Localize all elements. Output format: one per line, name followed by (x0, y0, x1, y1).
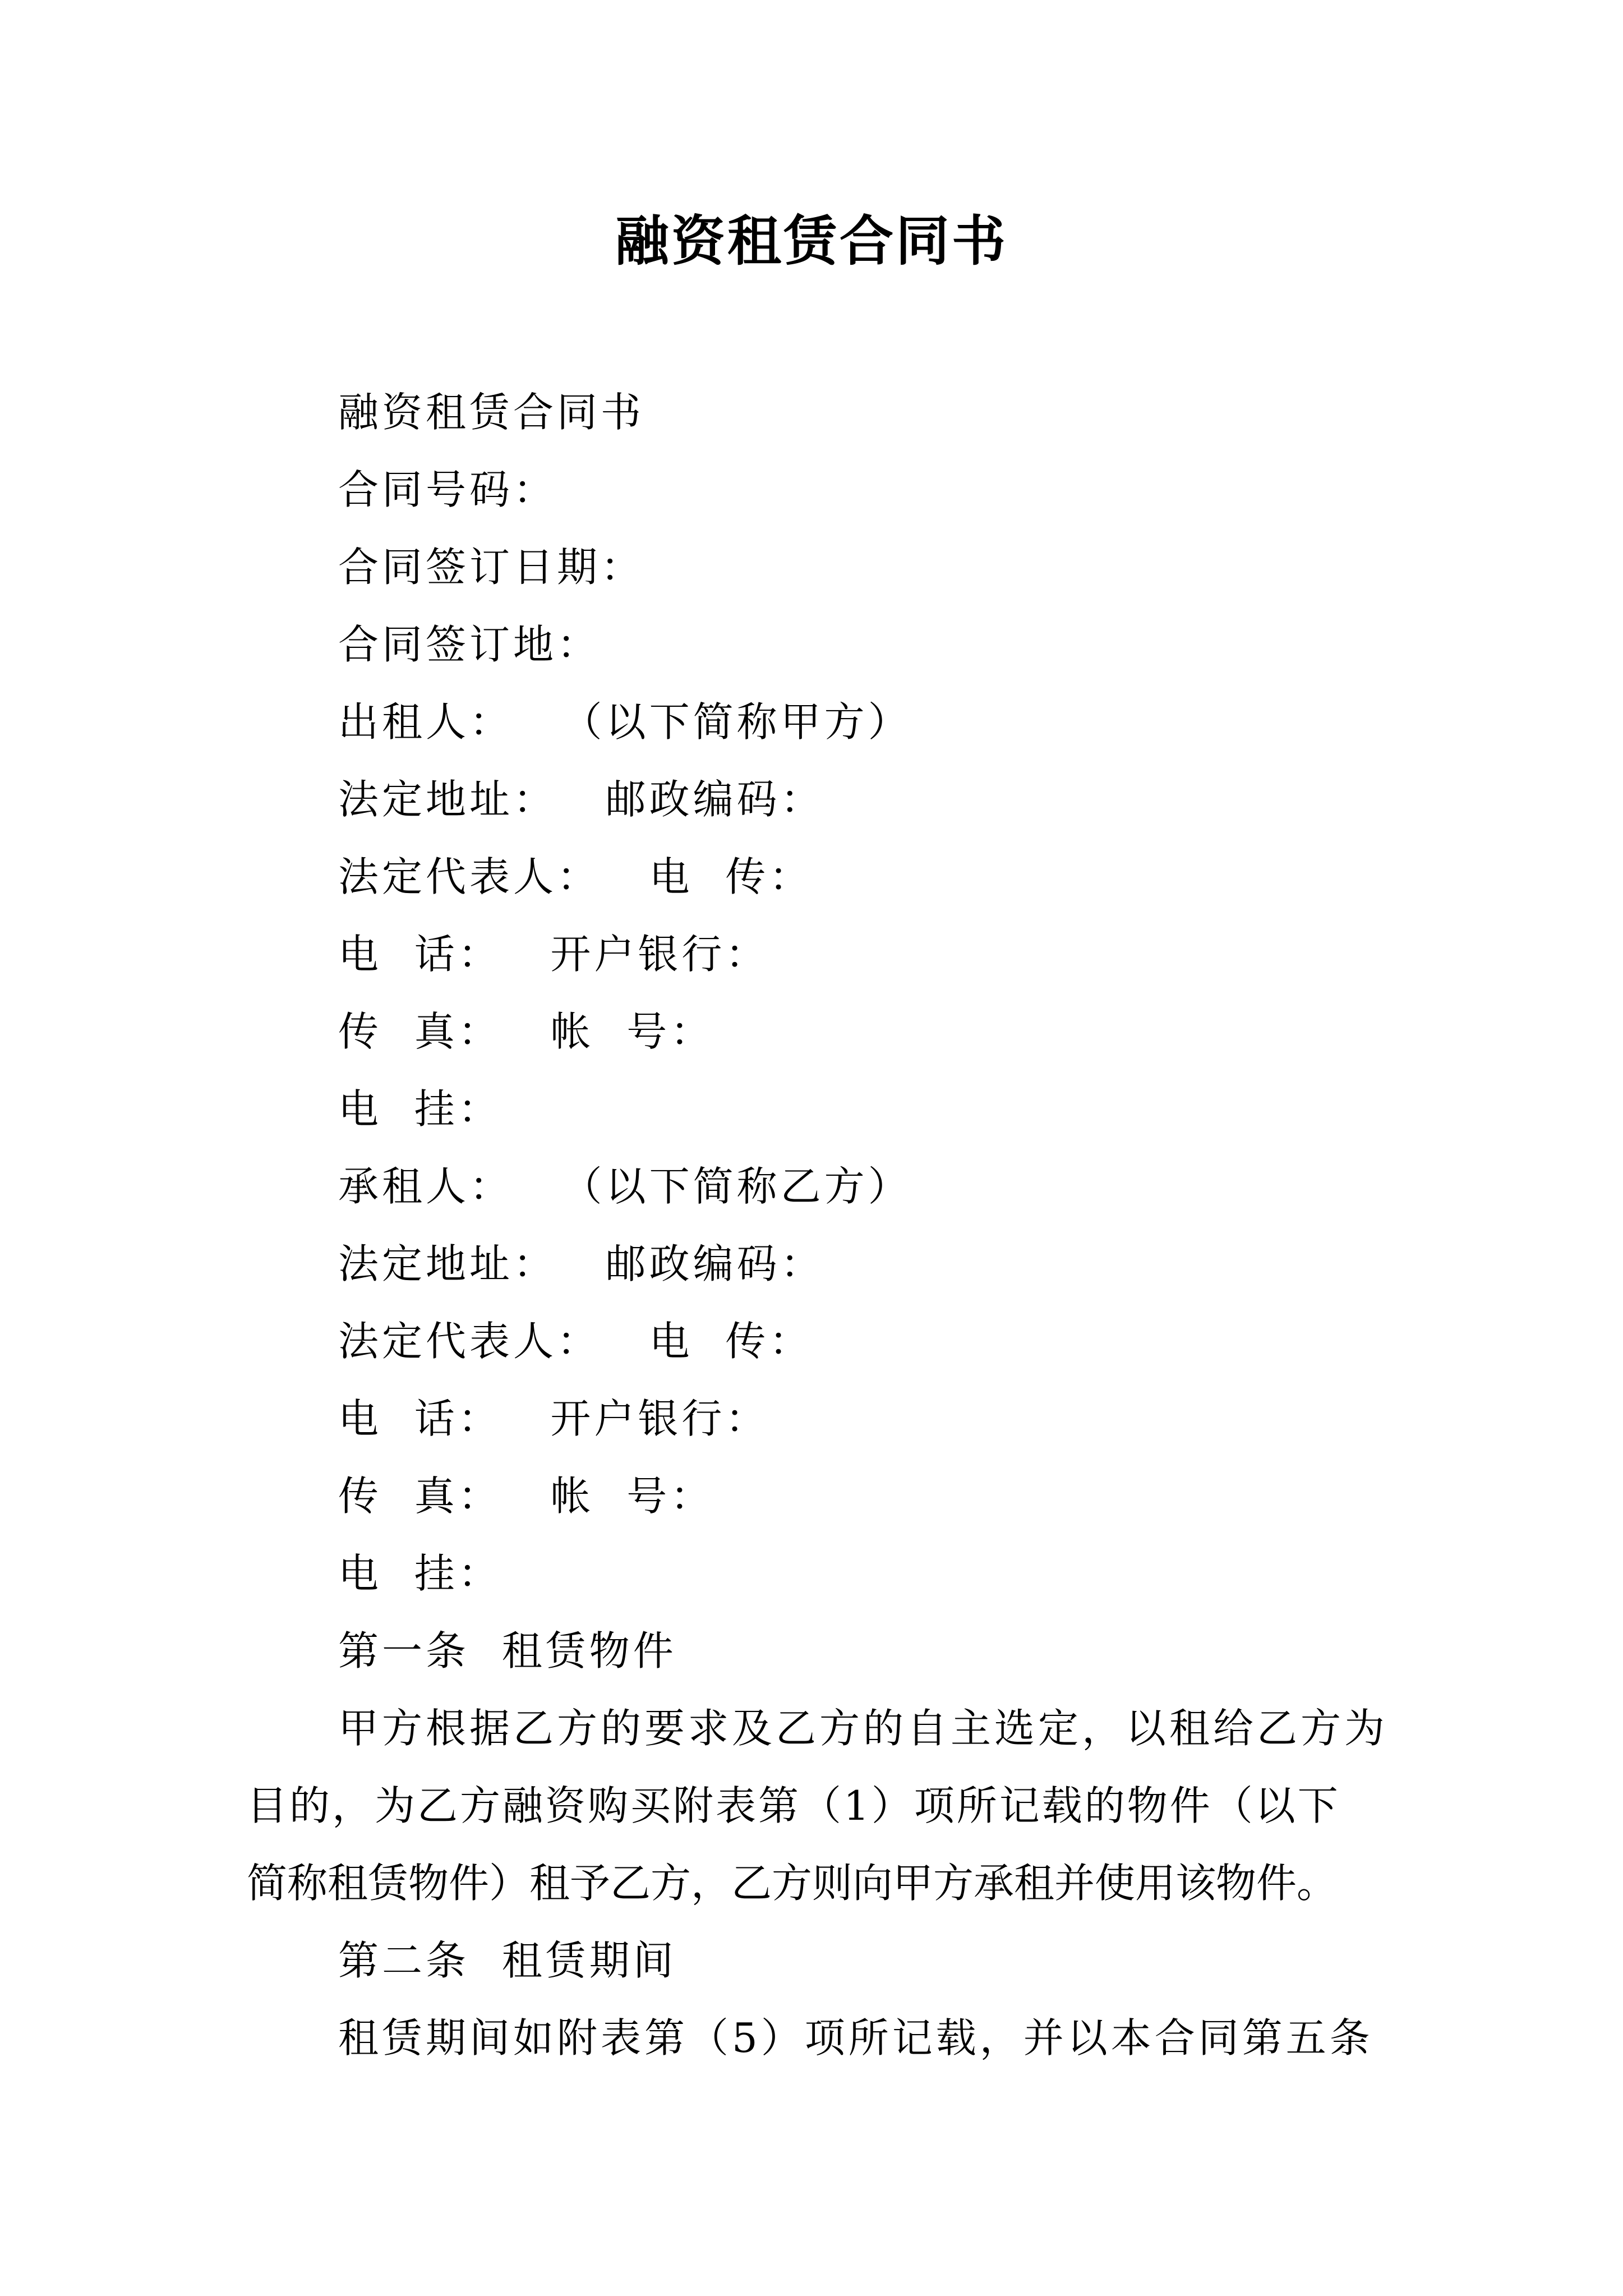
lessee-cable-line: 电 挂： (338, 1550, 502, 1597)
page-title: 融资租赁合同书 (615, 209, 1008, 273)
header-line-contract-number: 合同号码： (338, 466, 557, 513)
article-1-line-3: 简称租赁物件）租予乙方，乙方则向甲方承租并使用该物件。 (247, 1860, 1338, 1907)
header-line-sign-place: 合同签订地： (338, 621, 601, 668)
header-line-sign-date: 合同签订日期： (338, 544, 645, 591)
lessor-fax-line: 传 真： 帐 号： (338, 1008, 714, 1055)
article-1-line-1: 甲方根据乙方的要求及乙方的自主选定，以租给乙方为 (338, 1705, 1389, 1752)
header-line-title: 融资租赁合同书 (338, 389, 645, 436)
article-2-line-1: 租赁期间如附表第（5）项所记载，并以本合同第五条 (338, 2014, 1373, 2062)
article-1-heading: 第一条 租赁物件 (338, 1627, 677, 1674)
lessee-representative-line: 法定代表人： 电 传： (338, 1318, 813, 1365)
article-1-line-2: 目的，为乙方融资购买附表第（1）项所记载的物件（以下 (247, 1782, 1340, 1829)
lessee-address-line: 法定地址： 邮政编码： (338, 1240, 824, 1287)
lessor-phone-line: 电 话： 开户银行： (338, 931, 769, 978)
lessee-fax-line: 传 真： 帐 号： (338, 1473, 714, 1520)
lessee-phone-line: 电 话： 开户银行： (338, 1395, 769, 1442)
lessor-line: 出租人： （以下简称甲方） (338, 698, 912, 746)
lessor-cable-line: 电 挂： (338, 1085, 502, 1133)
lessor-representative-line: 法定代表人： 电 传： (338, 853, 813, 900)
article-2-heading: 第二条 租赁期间 (338, 1937, 677, 1984)
lessor-address-line: 法定地址： 邮政编码： (338, 776, 824, 823)
lessee-line: 承租人： （以下简称乙方） (338, 1163, 912, 1210)
